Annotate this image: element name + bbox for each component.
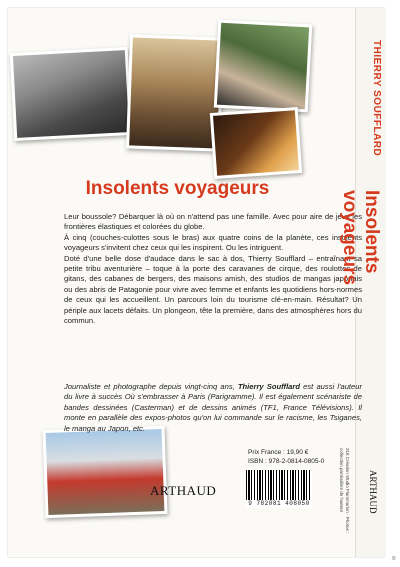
spine-publisher: ARTHAUD	[368, 470, 378, 514]
barcode-bars	[246, 470, 312, 500]
author-name: Thierry Soufflard	[237, 382, 300, 391]
price-block	[248, 448, 324, 466]
price: Prix France : 19,90 €	[248, 449, 309, 456]
book-title: Insolents voyageurs	[85, 178, 270, 199]
blurb-text	[64, 212, 362, 326]
photo-family-group	[214, 20, 312, 113]
spine-title: Insolents voyageurs	[339, 190, 382, 286]
photo-child-portrait	[126, 34, 224, 151]
blurb-paragraph: Leur boussole? Débarquer là où on n'attend pas une famille. Avec pour aire de jeux les frontières élastiques et colorées du globe.	[64, 212, 362, 232]
photo-dancer	[210, 107, 302, 179]
blurb-paragraph: À cinq (couches-culottes sous le bras) aux quatre coins de la planète, ces insolents voyageurs s'invitent chez ceux qui les inspirent. Ou les intriguent.	[64, 232, 362, 253]
spine-credits: 31€ Création Studio Flammarion · Photos : collection particulière de l'auteur	[339, 448, 350, 534]
blurb-paragraph: Doté d'une belle dose d'audace dans le sac à dos, Thierry Soufflard – entraînant sa petite tribu aventurière – toque à la porte des caravanes de cirque, des roulottes de gitans, des cabanes de bergers, des maisons amish, des studios de mangas japonais ou des abris de Patagonie pour vivre avec femme et enfants les quotidiens hors-normes de ceux qui les accueillent. Un parcours loin du tourisme clé-en-main. Résultat? Un périple aux lacets défaits. Un plongeon, tête la première, dans des atmosphères hors du commun.	[64, 253, 362, 326]
spine-author: THIERRY SOUFFLARD	[371, 40, 382, 157]
bio-intro: Journaliste et photographe depuis vingt-cinq ans,	[64, 382, 238, 391]
bio-rest: est aussi l'auteur du livre à succès Où s'embrasser à Paris (Parigramme). Il est également scénariste de bandes dessinées (Casterman) et de dessins animés (TF1, France Télévisions). Il monte en parallèle des expos-photos qu'on lui commande sur le racisme, les Tsiganes, le manga au Japon, etc.	[64, 382, 363, 433]
barcode-number: 9 782081 408050	[248, 500, 310, 507]
photo-family-circus	[43, 426, 168, 518]
corner-mark: ©	[392, 556, 396, 562]
author-bio	[64, 382, 362, 434]
photo-village-children	[10, 47, 132, 141]
barcode	[246, 470, 312, 508]
isbn: ISBN : 978-2-0814-0805-0	[248, 458, 325, 465]
publisher-logo: ARTHAUD	[150, 483, 217, 498]
